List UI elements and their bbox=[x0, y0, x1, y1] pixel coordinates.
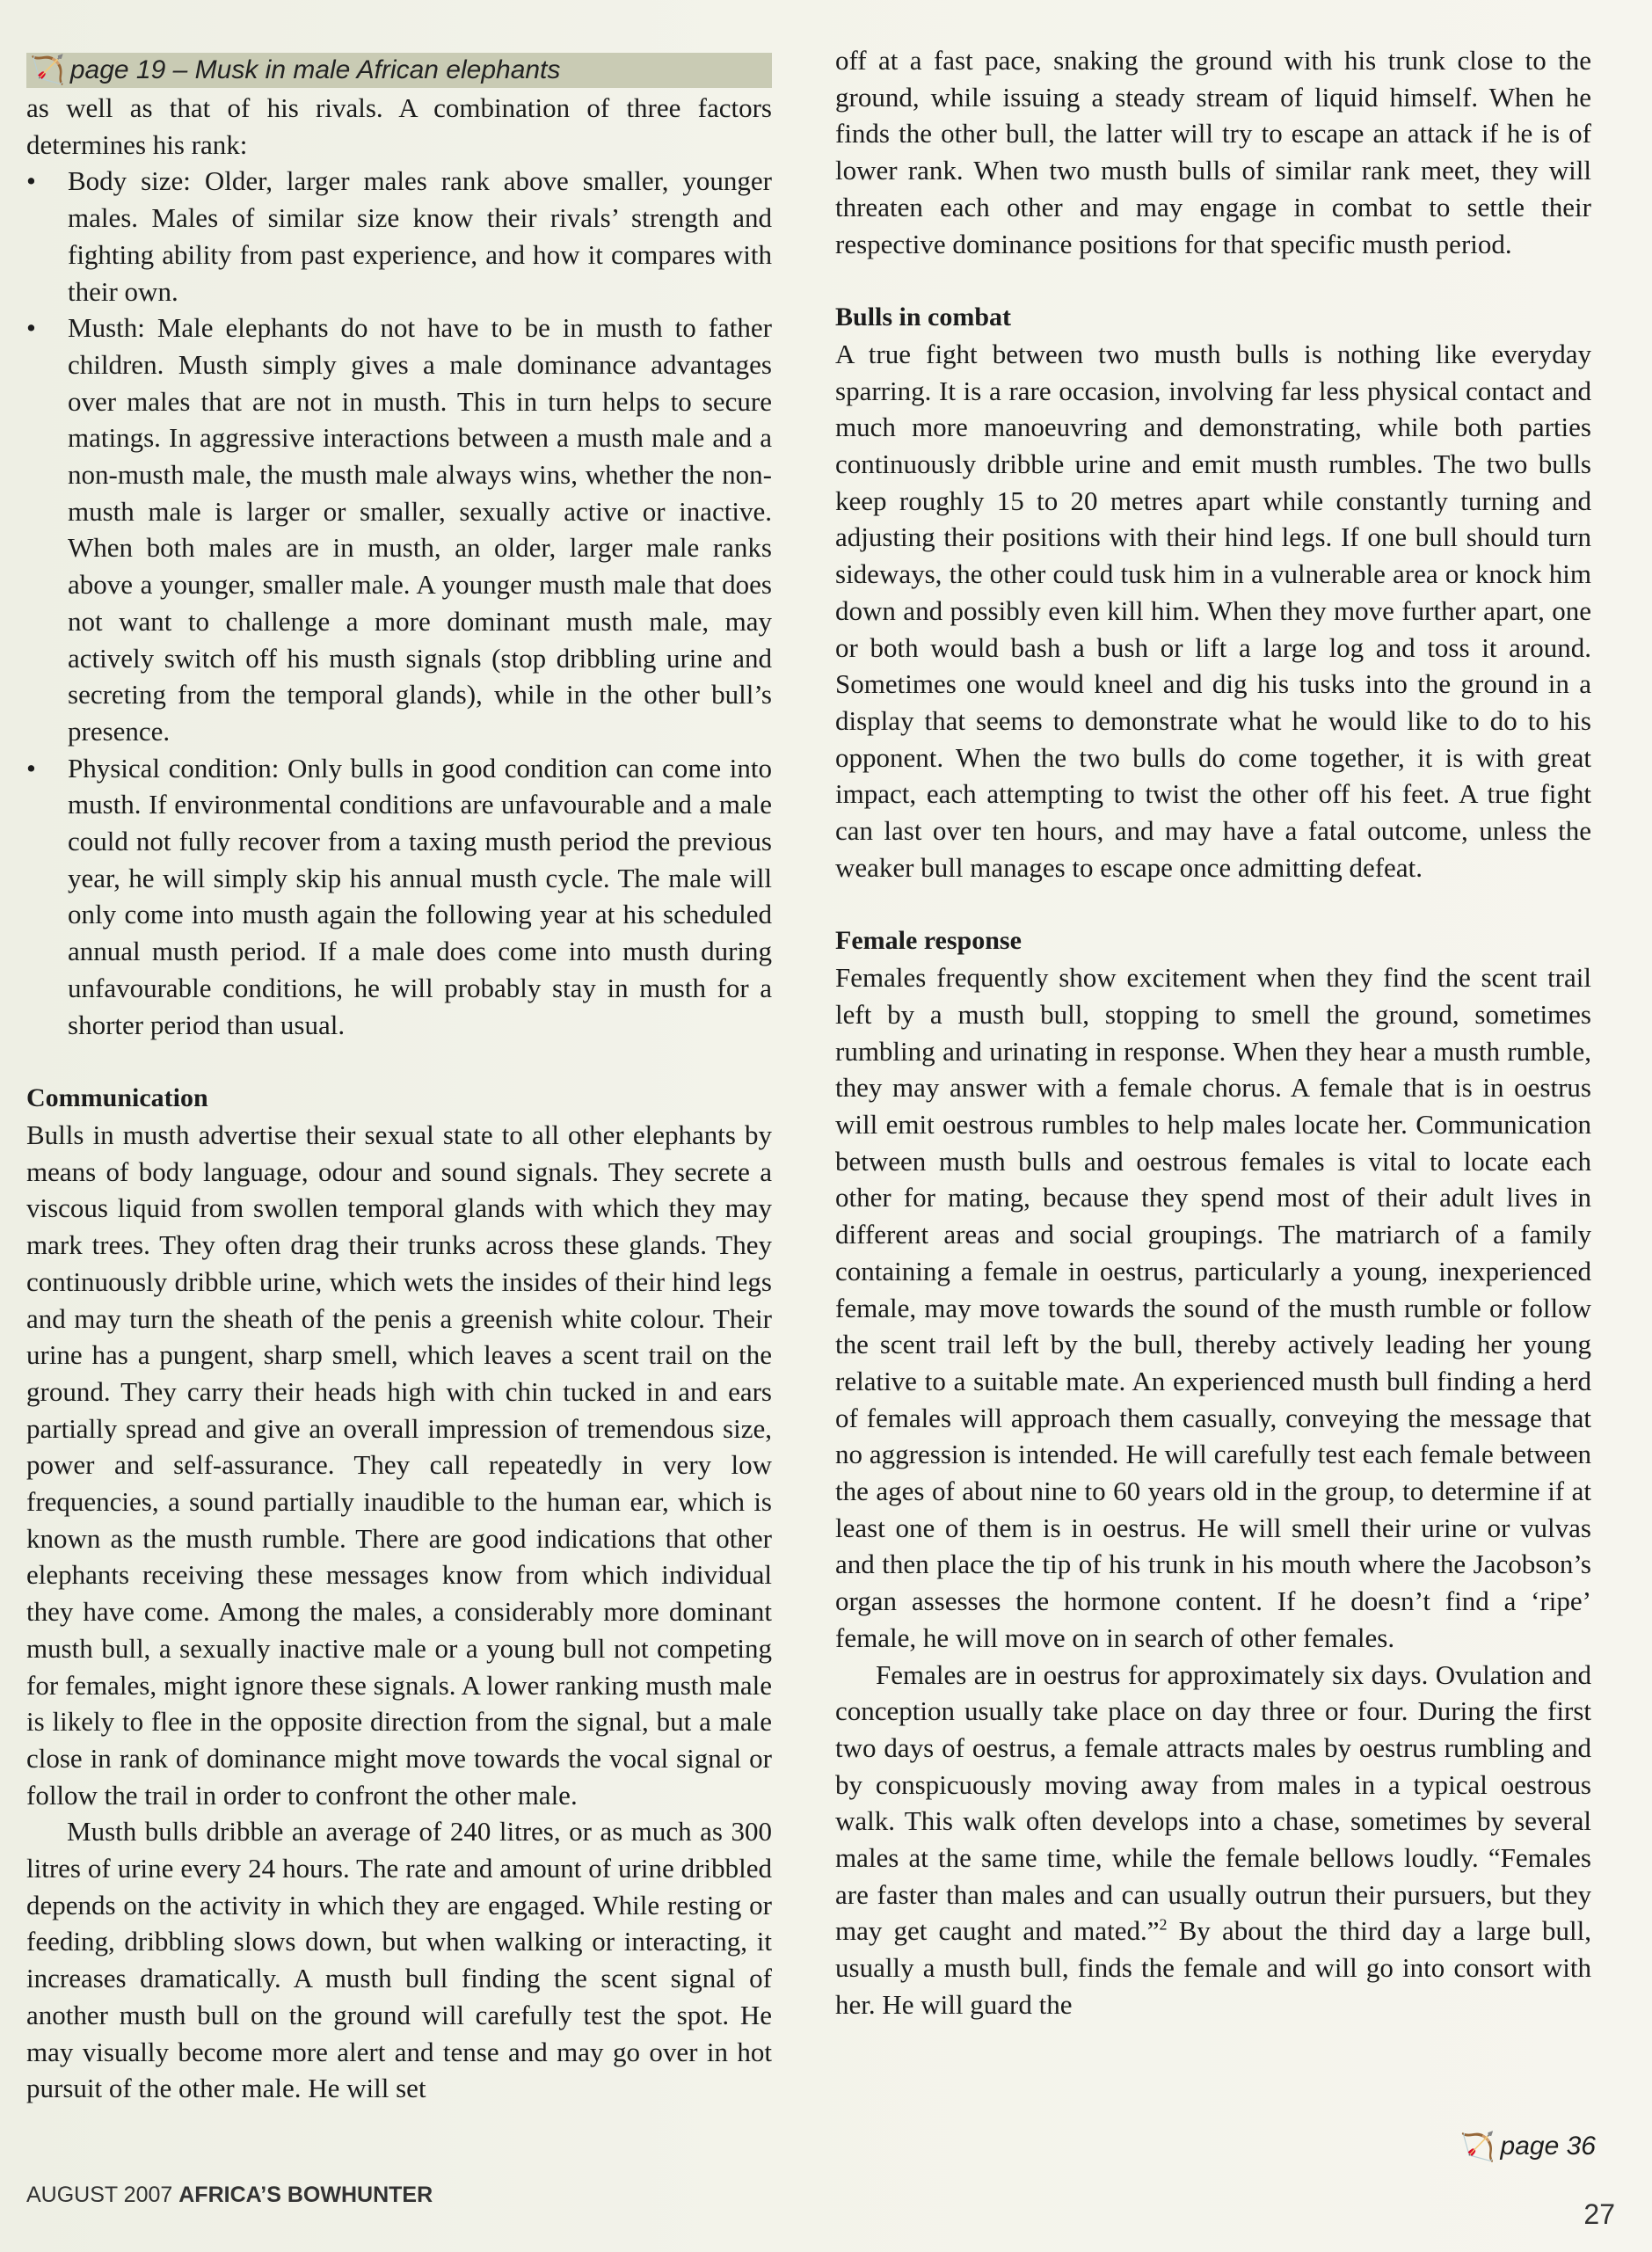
communication-paragraph: Musth bulls dribble an average of 240 litres, or as much as 300 litres of urine every 24 hours. The rate and amount of urine dribbled depends on the activity in which they are engaged. While resting or feeding, dribbling slows down, but when walking or interacting, it increases dramatically. A musth bull finding the scent signal of another musth bull on the ground will carefully test the spot. He may visually become more alert and tense and may go over in hot pursuit of the other male. He will set bbox=[26, 1816, 772, 2104]
list-item: • Musth: Male elephants do not have to be in musth to father children. Musth simply gives a male dominance advantages over males that are not in musth. This in turn helps to secure matings. In aggressive interactions between a musth male and a non-musth male, the musth male always wins, whether the non-musth male is larger or smaller, sexually active or inactive. When both males are in musth, an older, larger male ranks above a younger, smaller male. A younger musth male that does not want to challenge a more dominant musth male, may actively switch off his musth signals (stop dribbling urine and secreting from the temporal glands), while in the other bull’s presence. bbox=[26, 310, 772, 749]
section-heading-communication: Communication bbox=[26, 1083, 208, 1113]
continued-on-text: page 36 bbox=[1500, 2132, 1596, 2161]
list-item: • Physical condition: Only bulls in good condition can come into musth. If environmental conditions are unfavourable and a male could not fully recover from a taxing musth period the previous year, he will simply skip his annual musth cycle. The male will only come into musth again the following year at his scheduled annual musth period. If a male does come into musth during unfavourable conditions, he will probably stay in musth for a shorter period than usual. bbox=[26, 750, 772, 1044]
issue-date: AUGUST 2007 bbox=[26, 2183, 173, 2207]
continued-on-label bbox=[1460, 2130, 1596, 2163]
continued-from-banner bbox=[26, 53, 772, 88]
archer-icon: 🏹 bbox=[1459, 2131, 1496, 2162]
section-heading-combat: Bulls in combat bbox=[835, 302, 1012, 332]
combat-paragraph: A true fight between two musth bulls is nothing like everyday sparring. It is a rare occasion, involving far less physical contact and much more manoeuvring and demonstrating, while both parties continuously dribble urine and emit musth rumbles. The two bulls keep roughly 15 to 20 metres apart while constantly turning and adjusting their positions with their hind legs. If one bull should turn sideways, the other could tusk him in a vulnerable area or knock him down and possibly even kill him. When they move further apart, one or both would bash a bush or lift a large log and toss it around. Sometimes one would kneel and dig his tusks into the ground in a display that seems to demonstrate what he would like to do to his opponent. When the two bulls do come together, it is with great impact, each attempting to twist the other off his feet. A true fight can last over ten hours, and may have a fatal outcome, unless the weaker bull manages to escape once admitting defeat. bbox=[835, 338, 1591, 883]
communication-paragraph: Bulls in musth advertise their sexual state to all other elephants by means of body language, odour and sound signals. They secrete a viscous liquid from swollen temporal glands with which they may mark trees. They often drag their trunks across these glands. They continuously dribble urine, which wets the insides of their hind legs and may turn the sheath of the penis a greenish white colour. Their urine has a pungent, sharp smell, which leaves a scent trail on the ground. They carry their heads high with chin tucked in and ears partially spread and give an overall impression of tremendous size, power and self-assurance. They call repeatedly in very low frequencies, a sound partially inaudible to the human ear, which is known as the musth rumble. There are good indications that other elephants receiving these messages know from which individual they have come. Among the males, a considerably more dominant musth bull, a sexually inactive male or a young bull not competing for females, might ignore these signals. A lower ranking musth male is likely to flee in the opposite direction from the signal, but a male close in rank of dominance might move towards the vocal signal or follow the trail in order to confront the other male. bbox=[26, 1119, 772, 1811]
intro-paragraph: as well as that of his rivals. A combination of three factors determines his rank: bbox=[26, 92, 772, 160]
continuation-paragraph: off at a fast pace, snaking the ground with his trunk close to the ground, while issuing a steady stream of liquid himself. When he finds the other bull, the latter will try to escape an attack if he is of lower rank. When two musth bulls of similar rank meet, they will threaten each other and may engage in combat to settle their respective dominance positions for that specific musth period. bbox=[835, 45, 1591, 259]
section-heading-female-response: Female response bbox=[835, 926, 1022, 956]
left-column bbox=[26, 53, 772, 2107]
female-paragraph-text: Females are in oestrus for approximately six days. Ovulation and conception usually take place on day three or four. During the first two days of oestrus, a female attracts males by oestrus rumbling and by conspicuously moving away from males in a typical oestrous walk. This walk often develops into a chase, sometimes by several males at the same time, while the female bellows loudly. “Females are faster than males and can usually outrun their pursuers, but they may get caught and mated.” bbox=[835, 1658, 1591, 1947]
female-paragraph-text: By about the third day a large bull, usually a musth bull, finds the female and will go into consort with her. He will guard the bbox=[835, 1915, 1592, 2020]
continued-from-label: page 19 – Musk in male African elephants bbox=[69, 55, 561, 85]
female-paragraph bbox=[835, 1657, 1591, 2023]
rank-factors-list bbox=[26, 163, 772, 1043]
page-footer bbox=[26, 2183, 433, 2208]
list-item: • Body size: Older, larger males rank above smaller, younger males. Males of similar size know their rivals’ strength and fighting ability from past experience, and how it compares with their own. bbox=[26, 163, 772, 310]
right-column bbox=[835, 42, 1591, 2023]
female-paragraph: Females frequently show excitement when they find the scent trail left by a musth bull, stopping to smell the ground, sometimes rumbling and urinating in response. When they hear a musth rumble, they may answer with a female chorus. A female that is in oestrus will emit oestrous rumbles to help males locate her. Communication between musth bulls and oestrous females is vital to locate each other for mating, because they spend most of their adult lives in different areas and social groupings. The matriarch of a family containing a female in oestrus, particularly a young, inexperienced female, may move towards the sound of the musth rumble or follow the scent trail left by the bull, thereby actively leading her young relative to a suitable mate. An experienced musth bull finding a herd of females will approach them casually, conveying the message that no aggression is intended. He will carefully test each female between the ages of about nine to 60 years old in the group, to determine if at least one of them is in oestrus. He will smell their urine or vulvas and then place the tip of his trunk in his mouth where the Jacobson’s organ assesses the hormone content. If he doesn’t find a ‘ripe’ female, he will move on in search of other females. bbox=[835, 962, 1591, 1653]
page-number: 27 bbox=[1583, 2198, 1615, 2230]
magazine-title: AFRICA’S BOWHUNTER bbox=[178, 2183, 433, 2207]
footnote-marker: 2 bbox=[1159, 1916, 1168, 1935]
archer-icon: 🏹 bbox=[30, 54, 65, 86]
